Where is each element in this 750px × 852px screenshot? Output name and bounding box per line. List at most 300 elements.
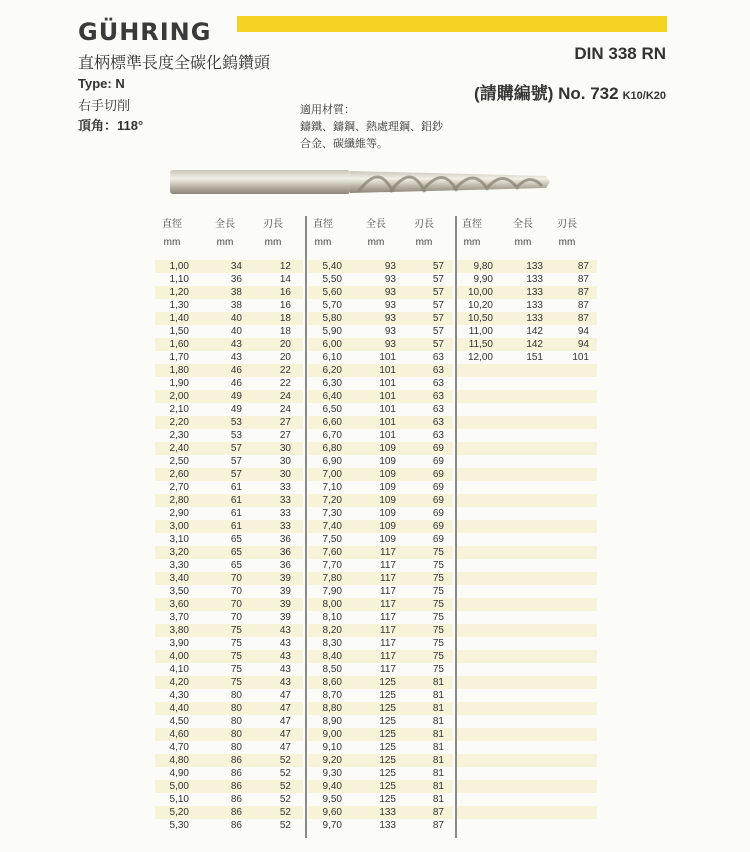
diameter-cell: 8,50 (322, 664, 342, 675)
header-unit: mm (463, 237, 481, 248)
row-band (457, 624, 597, 637)
table-row (308, 260, 453, 273)
page-title: 直柄標準長度全碳化鎢鑽頭 (78, 55, 271, 72)
overall-length-cell: 93 (384, 261, 396, 272)
table-row (155, 819, 303, 832)
flute-length-cell: 75 (432, 651, 444, 662)
diameter-cell: 6,70 (322, 430, 342, 441)
overall-length-cell: 117 (380, 560, 396, 571)
overall-length-cell: 86 (230, 781, 242, 792)
table-row (308, 780, 453, 793)
diameter-cell: 5,40 (322, 261, 342, 272)
table-row (308, 442, 453, 455)
flute-length-cell: 57 (432, 339, 444, 350)
flute-length-cell: 81 (432, 716, 444, 727)
diameter-cell: 8,60 (322, 677, 342, 688)
diameter-cell: 9,70 (322, 820, 342, 831)
table-row (155, 325, 303, 338)
overall-length-cell: 80 (230, 690, 242, 701)
column-header (257, 216, 289, 252)
overall-length-cell: 109 (379, 469, 396, 480)
header-label: 刃長 (557, 219, 577, 230)
flute-length-cell: 81 (432, 677, 444, 688)
flute-length-cell: 75 (432, 560, 444, 571)
table-row (308, 767, 453, 780)
diameter-cell: 2,00 (169, 391, 189, 402)
diameter-cell: 4,00 (169, 651, 189, 662)
spec-hand: 右手切削 (78, 98, 131, 113)
table-row (308, 455, 453, 468)
overall-length-cell: 101 (379, 378, 396, 389)
column-header (360, 216, 392, 252)
table-row (155, 468, 303, 481)
overall-length-cell: 75 (230, 677, 242, 688)
flute-length-cell: 94 (577, 339, 589, 350)
header-label: 直徑 (313, 219, 333, 230)
diameter-cell: 1,70 (169, 352, 189, 363)
flute-length-cell: 30 (279, 443, 291, 454)
overall-length-cell: 125 (379, 716, 396, 727)
overall-length-cell: 57 (230, 456, 242, 467)
flute-length-cell: 94 (577, 326, 589, 337)
row-band (457, 780, 597, 793)
diameter-cell: 4,30 (169, 690, 189, 701)
diameter-cell: 6,60 (322, 417, 342, 428)
flute-length-cell: 69 (432, 469, 444, 480)
header-label: 直徑 (162, 219, 182, 230)
diameter-cell: 2,70 (169, 482, 189, 493)
overall-length-cell: 125 (379, 729, 396, 740)
header-unit: mm (558, 237, 576, 248)
header-unit: mm (264, 237, 282, 248)
flute-length-cell: 57 (432, 261, 444, 272)
overall-length-cell: 53 (230, 417, 242, 428)
header-unit: mm (367, 237, 385, 248)
overall-length-cell: 70 (230, 573, 242, 584)
row-band (457, 468, 597, 481)
diameter-cell: 4,70 (169, 742, 189, 753)
table-row (155, 624, 303, 637)
diameter-cell: 1,30 (169, 300, 189, 311)
row-band (457, 546, 597, 559)
diameter-cell: 7,70 (322, 560, 342, 571)
table-row (308, 741, 453, 754)
diameter-cell: 2,30 (169, 430, 189, 441)
table-row (308, 338, 453, 351)
overall-length-cell: 117 (380, 651, 396, 662)
table-row (457, 260, 597, 273)
overall-length-cell: 133 (526, 313, 543, 324)
flute-length-cell: 75 (432, 612, 444, 623)
flute-length-cell: 75 (432, 547, 444, 558)
overall-length-cell: 65 (230, 534, 242, 545)
diameter-cell: 9,10 (322, 742, 342, 753)
table-row (308, 468, 453, 481)
overall-length-cell: 93 (384, 274, 396, 285)
materials-line1: 鑄鐵、鑄鋼、熱處理鋼、鋁鈔 (300, 121, 443, 133)
diameter-cell: 9,60 (322, 807, 342, 818)
overall-length-cell: 151 (526, 352, 543, 363)
overall-length-cell: 75 (230, 664, 242, 675)
flute-length-cell: 57 (432, 274, 444, 285)
table-row (457, 325, 597, 338)
flute-length-cell: 47 (279, 742, 291, 753)
flute-length-cell: 87 (577, 313, 589, 324)
overall-length-cell: 86 (230, 807, 242, 818)
flute-length-cell: 75 (432, 573, 444, 584)
table-row (308, 572, 453, 585)
table-row (155, 585, 303, 598)
flute-length-cell: 63 (432, 378, 444, 389)
flute-length-cell: 81 (432, 729, 444, 740)
table-row (308, 273, 453, 286)
flute-length-cell: 63 (432, 417, 444, 428)
order-paren: (請購編號) (474, 84, 554, 103)
table-row (308, 312, 453, 325)
table-row (308, 520, 453, 533)
table-row (308, 637, 453, 650)
overall-length-cell: 43 (230, 352, 242, 363)
diameter-cell: 8,00 (322, 599, 342, 610)
diameter-cell: 2,50 (169, 456, 189, 467)
materials-label: 適用材質： (300, 104, 355, 116)
overall-length-cell: 86 (230, 794, 242, 805)
overall-length-cell: 101 (379, 365, 396, 376)
flute-length-cell: 27 (279, 430, 291, 441)
header-unit: mm (216, 237, 234, 248)
table-row (155, 481, 303, 494)
flute-length-cell: 47 (279, 703, 291, 714)
flute-length-cell: 36 (279, 547, 291, 558)
overall-length-cell: 75 (230, 638, 242, 649)
diameter-cell: 7,40 (322, 521, 342, 532)
diameter-cell: 6,20 (322, 365, 342, 376)
diameter-cell: 9,90 (473, 274, 493, 285)
overall-length-cell: 117 (380, 625, 396, 636)
flute-length-cell: 52 (279, 807, 291, 818)
overall-length-cell: 86 (230, 755, 242, 766)
flute-length-cell: 63 (432, 404, 444, 415)
table-row (155, 728, 303, 741)
table-row (155, 650, 303, 663)
flute-length-cell: 36 (279, 534, 291, 545)
table-row (308, 286, 453, 299)
diameter-cell: 5,70 (322, 300, 342, 311)
grade-label: K10/K20 (622, 90, 666, 102)
overall-length-cell: 125 (379, 768, 396, 779)
overall-length-cell: 49 (230, 404, 242, 415)
table-row (308, 390, 453, 403)
overall-length-cell: 109 (379, 521, 396, 532)
overall-length-cell: 101 (379, 417, 396, 428)
table-row (308, 403, 453, 416)
flute-length-cell: 87 (432, 807, 444, 818)
table-row (308, 728, 453, 741)
spec-type: Type: N (78, 76, 125, 91)
diameter-cell: 8,90 (322, 716, 342, 727)
table-row (155, 559, 303, 572)
flute-length-cell: 87 (577, 274, 589, 285)
table-row (308, 325, 453, 338)
table-row (155, 312, 303, 325)
diameter-cell: 9,40 (322, 781, 342, 792)
column-header (457, 216, 487, 252)
table-row (308, 416, 453, 429)
diameter-cell: 4,20 (169, 677, 189, 688)
overall-length-cell: 142 (526, 326, 543, 337)
diameter-cell: 9,80 (473, 261, 493, 272)
row-band (457, 728, 597, 741)
diameter-cell: 2,40 (169, 443, 189, 454)
materials-line2: 合金、碳纖維等。 (300, 138, 388, 150)
overall-length-cell: 93 (384, 287, 396, 298)
standard-label: DIN 338 RN (574, 44, 666, 63)
drill-bit-image (168, 162, 552, 202)
column-header (308, 216, 338, 252)
column-header (157, 216, 187, 252)
header-label: 直徑 (462, 219, 482, 230)
diameter-cell: 3,90 (169, 638, 189, 649)
table-row (155, 611, 303, 624)
table-row (155, 715, 303, 728)
diameter-cell: 1,10 (169, 274, 189, 285)
flute-length-cell: 20 (279, 352, 291, 363)
overall-length-cell: 125 (379, 781, 396, 792)
table-row (457, 273, 597, 286)
overall-length-cell: 70 (230, 612, 242, 623)
flute-length-cell: 87 (432, 820, 444, 831)
flute-length-cell: 57 (432, 300, 444, 311)
flute-length-cell: 39 (279, 573, 291, 584)
diameter-cell: 5,30 (169, 820, 189, 831)
flute-length-cell: 43 (279, 625, 291, 636)
table-row (155, 429, 303, 442)
diameter-cell: 6,80 (322, 443, 342, 454)
flute-length-cell: 69 (432, 521, 444, 532)
diameter-cell: 8,30 (322, 638, 342, 649)
flute-length-cell: 63 (432, 391, 444, 402)
diameter-cell: 3,10 (169, 534, 189, 545)
overall-length-cell: 125 (379, 794, 396, 805)
flute-length-cell: 57 (432, 326, 444, 337)
table-block-3 (457, 216, 597, 838)
diameter-cell: 5,60 (322, 287, 342, 298)
diameter-cell: 6,30 (322, 378, 342, 389)
overall-length-cell: 125 (379, 742, 396, 753)
flute-length-cell: 33 (279, 495, 291, 506)
diameter-cell: 7,00 (322, 469, 342, 480)
diameter-cell: 9,00 (322, 729, 342, 740)
table-row (155, 390, 303, 403)
overall-length-cell: 80 (230, 703, 242, 714)
diameter-cell: 1,20 (169, 287, 189, 298)
flute-length-cell: 75 (432, 664, 444, 675)
table-row (308, 689, 453, 702)
overall-length-cell: 101 (379, 391, 396, 402)
overall-length-cell: 75 (230, 651, 242, 662)
diameter-cell: 7,10 (322, 482, 342, 493)
flute-length-cell: 18 (279, 326, 291, 337)
overall-length-cell: 80 (230, 716, 242, 727)
table-row (308, 507, 453, 520)
diameter-cell: 8,70 (322, 690, 342, 701)
table-row (155, 520, 303, 533)
table-block-1 (155, 216, 303, 838)
overall-length-cell: 109 (379, 495, 396, 506)
diameter-cell: 5,90 (322, 326, 342, 337)
table-row (155, 806, 303, 819)
header-unit: mm (514, 237, 532, 248)
overall-length-cell: 101 (379, 404, 396, 415)
flute-length-cell: 43 (279, 638, 291, 649)
diameter-cell: 8,20 (322, 625, 342, 636)
flute-length-cell: 47 (279, 716, 291, 727)
column-header (209, 216, 241, 252)
materials-block (300, 102, 443, 153)
row-band (457, 754, 597, 767)
table-row (308, 819, 453, 832)
header-label: 全長 (215, 219, 235, 230)
flute-length-cell: 33 (279, 508, 291, 519)
diameter-cell: 11,00 (468, 326, 493, 337)
overall-length-cell: 133 (379, 820, 396, 831)
flute-length-cell: 33 (279, 482, 291, 493)
table-row (155, 403, 303, 416)
overall-length-cell: 65 (230, 547, 242, 558)
overall-length-cell: 40 (230, 313, 242, 324)
row-band (457, 806, 597, 819)
flute-length-cell: 22 (279, 378, 291, 389)
diameter-cell: 3,30 (169, 560, 189, 571)
overall-length-cell: 109 (379, 482, 396, 493)
column-header (551, 216, 583, 252)
spec-angle: 頂角：118° (78, 118, 144, 133)
flute-length-cell: 22 (279, 365, 291, 376)
table-row (155, 663, 303, 676)
flute-length-cell: 24 (279, 404, 291, 415)
diameter-cell: 1,40 (169, 313, 189, 324)
diameter-cell: 4,60 (169, 729, 189, 740)
table-row (457, 286, 597, 299)
header-unit: mm (415, 237, 433, 248)
table-row (308, 754, 453, 767)
overall-length-cell: 117 (380, 573, 396, 584)
table-row (308, 715, 453, 728)
diameter-cell: 1,90 (169, 378, 189, 389)
overall-length-cell: 117 (380, 638, 396, 649)
overall-length-cell: 57 (230, 443, 242, 454)
flute-length-cell: 52 (279, 755, 291, 766)
overall-length-cell: 86 (230, 820, 242, 831)
table-row (457, 312, 597, 325)
overall-length-cell: 93 (384, 326, 396, 337)
order-number (474, 79, 666, 104)
diameter-cell: 3,40 (169, 573, 189, 584)
row-band (457, 650, 597, 663)
diameter-cell: 3,50 (169, 586, 189, 597)
overall-length-cell: 80 (230, 742, 242, 753)
order-no: No. 732 (558, 84, 619, 103)
row-band (457, 442, 597, 455)
overall-length-cell: 43 (230, 339, 242, 350)
table-row (155, 780, 303, 793)
diameter-cell: 7,60 (322, 547, 342, 558)
table-row (155, 507, 303, 520)
overall-length-cell: 86 (230, 768, 242, 779)
diameter-cell: 4,90 (169, 768, 189, 779)
overall-length-cell: 36 (230, 274, 242, 285)
flute-length-cell: 57 (432, 287, 444, 298)
diameter-cell: 3,20 (169, 547, 189, 558)
row-band (457, 572, 597, 585)
row-band (457, 676, 597, 689)
table-row (155, 793, 303, 806)
flute-length-cell: 81 (432, 755, 444, 766)
flute-length-cell: 30 (279, 469, 291, 480)
flute-length-cell: 16 (279, 300, 291, 311)
flute-length-cell: 18 (279, 313, 291, 324)
flute-length-cell: 69 (432, 482, 444, 493)
diameter-cell: 5,50 (322, 274, 342, 285)
flute-length-cell: 87 (577, 287, 589, 298)
flute-length-cell: 69 (432, 456, 444, 467)
overall-length-cell: 93 (384, 300, 396, 311)
header-unit: mm (314, 237, 332, 248)
overall-length-cell: 133 (526, 287, 543, 298)
overall-length-cell: 109 (379, 534, 396, 545)
table-row (308, 429, 453, 442)
diameter-cell: 9,30 (322, 768, 342, 779)
flute-length-cell: 81 (432, 781, 444, 792)
flute-length-cell: 52 (279, 794, 291, 805)
diameter-cell: 7,80 (322, 573, 342, 584)
overall-length-cell: 61 (230, 508, 242, 519)
overall-length-cell: 65 (230, 560, 242, 571)
table-row (308, 546, 453, 559)
overall-length-cell: 125 (379, 690, 396, 701)
overall-length-cell: 53 (230, 430, 242, 441)
flute-length-cell: 27 (279, 417, 291, 428)
diameter-cell: 4,50 (169, 716, 189, 727)
overall-length-cell: 109 (379, 456, 396, 467)
table-row (457, 338, 597, 351)
flute-length-cell: 47 (279, 690, 291, 701)
flute-length-cell: 69 (432, 495, 444, 506)
table-row (155, 299, 303, 312)
diameter-cell: 4,80 (169, 755, 189, 766)
flute-length-cell: 47 (279, 729, 291, 740)
overall-length-cell: 117 (380, 586, 396, 597)
table-row (155, 338, 303, 351)
diameter-cell: 8,40 (322, 651, 342, 662)
flute-length-cell: 52 (279, 768, 291, 779)
overall-length-cell: 40 (230, 326, 242, 337)
diameter-cell: 4,40 (169, 703, 189, 714)
row-band (457, 702, 597, 715)
table-row (155, 546, 303, 559)
diameter-cell: 1,80 (169, 365, 189, 376)
table-row (155, 637, 303, 650)
flute-length-cell: 63 (432, 352, 444, 363)
flute-length-cell: 39 (279, 612, 291, 623)
diameter-cell: 2,20 (169, 417, 189, 428)
table-row (308, 676, 453, 689)
overall-length-cell: 133 (379, 807, 396, 818)
table-row (308, 481, 453, 494)
table-row (308, 377, 453, 390)
overall-length-cell: 38 (230, 287, 242, 298)
table-row (155, 442, 303, 455)
